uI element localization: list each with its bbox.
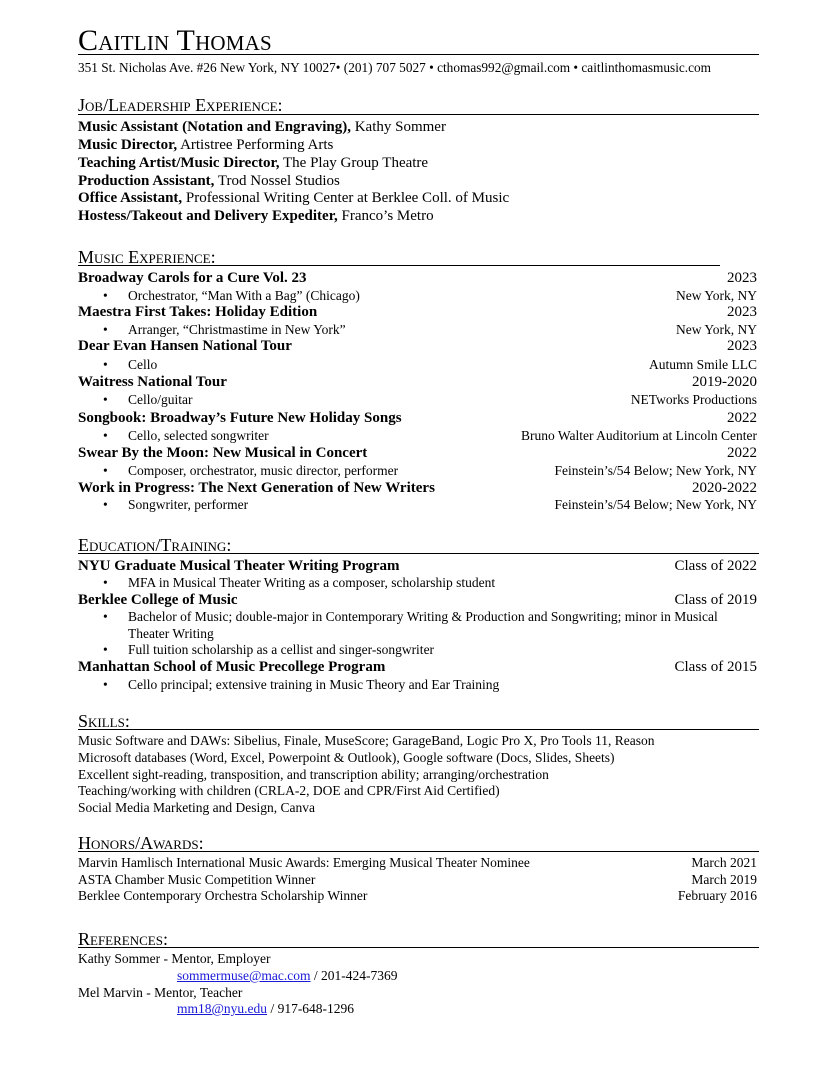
music-item — [78, 444, 759, 462]
reference-name: Kathy Sommer - Mentor, Employer — [78, 951, 271, 966]
school-row — [78, 658, 759, 676]
job-item — [78, 154, 759, 172]
school-detail: Cello principal; extensive training in Music Theory and Ear Training — [128, 677, 500, 692]
music-detail: Cello/guitar — [128, 392, 193, 407]
reference-phone: / 917-648-1296 — [267, 1001, 355, 1016]
honors-section-rule — [78, 851, 759, 852]
music-detail-row — [78, 427, 759, 444]
bullet: • — [103, 428, 108, 443]
school-detail: Bachelor of Music; double-major in Contemporary Writing & Production and Songwriting; minor in Musical Theater Writing — [128, 609, 718, 641]
music-place: NETworks Productions — [630, 392, 757, 407]
school-name: Berklee College of Music — [78, 592, 238, 608]
honor-award: Berklee Contemporary Orchestra Scholarship Winner — [78, 888, 368, 903]
bullet: • — [103, 609, 108, 624]
music-project: Broadway Carols for a Cure Vol. 23 — [78, 270, 307, 286]
education-section-title: Education/Training: — [78, 535, 232, 555]
skills-section-title: Skills: — [78, 711, 130, 731]
bullet: • — [103, 575, 108, 590]
job-item — [78, 207, 759, 225]
education-section-rule — [78, 553, 759, 554]
bullet: • — [103, 392, 108, 407]
honor-row — [78, 887, 759, 904]
school-bullet — [78, 608, 759, 642]
honor-date: March 2019 — [691, 872, 757, 887]
music-detail-row — [78, 287, 759, 304]
music-detail: Arranger, “Christmastime in New York” — [128, 322, 346, 337]
skill-line: Teaching/working with children (CRLA-2, DOE and CPR/First Aid Certified) — [78, 783, 500, 798]
music-project: Maestra First Takes: Holiday Edition — [78, 304, 318, 320]
job-org: Professional Writing Center at Berklee Coll. of Music — [182, 190, 510, 206]
job-section-title: Job/Leadership Experience: — [78, 95, 283, 115]
reference-contact — [177, 1000, 354, 1017]
job-org: Trod Nossel Studios — [214, 173, 340, 189]
bullet: • — [103, 677, 108, 692]
music-detail-row — [78, 462, 759, 479]
job-org: Franco’s Metro — [337, 208, 434, 224]
music-year: 2020-2022 — [692, 480, 757, 496]
reference-phone: / 201-424-7369 — [310, 968, 398, 983]
bullet: • — [103, 463, 108, 478]
job-role: Hostess/Takeout and Delivery Expediter, — [78, 208, 338, 224]
job-section-rule — [78, 114, 759, 115]
music-place: Bruno Walter Auditorium at Lincoln Center — [521, 428, 757, 443]
music-item — [78, 373, 759, 391]
job-item — [78, 172, 759, 190]
music-detail: Songwriter, performer — [128, 497, 249, 512]
job-item — [78, 189, 759, 207]
music-place: New York, NY — [675, 322, 757, 337]
music-project: Swear By the Moon: New Musical in Concert — [78, 445, 368, 461]
music-year: 2019-2020 — [692, 374, 757, 390]
school-detail: Full tuition scholarship as a cellist and singer-songwriter — [128, 642, 435, 657]
honor-row — [78, 854, 759, 871]
job-item — [78, 118, 759, 136]
bullet: • — [103, 288, 108, 303]
music-place: New York, NY — [675, 288, 757, 303]
contact-line: 351 St. Nicholas Ave. #26 New York, NY 10027• (201) 707 5027 • cthomas992@gmail.com • caitlinthomasmusic.com — [78, 60, 712, 75]
job-role: Office Assistant, — [78, 190, 183, 206]
music-detail: Cello, selected songwriter — [128, 428, 269, 443]
music-detail-row — [78, 391, 759, 408]
reference-contact — [177, 967, 398, 984]
music-year: 2023 — [727, 338, 757, 354]
music-project: Songbook: Broadway’s Future New Holiday Songs — [78, 410, 402, 426]
music-section-rule — [78, 265, 720, 266]
school-bullet — [78, 676, 759, 693]
honor-award: ASTA Chamber Music Competition Winner — [78, 872, 316, 887]
music-detail-row — [78, 496, 759, 513]
honor-award: Marvin Hamlisch International Music Awards: Emerging Musical Theater Nominee — [78, 855, 530, 870]
school-name: Manhattan School of Music Precollege Program — [78, 659, 386, 675]
music-place: Feinstein’s/54 Below; New York, NY — [554, 497, 757, 512]
skill-line: Excellent sight-reading, transposition, and transcription ability; arranging/orchestration — [78, 767, 549, 782]
honor-row — [78, 871, 759, 888]
skills-section-rule — [78, 729, 759, 730]
music-place: Autumn Smile LLC — [649, 357, 757, 372]
school-row — [78, 591, 759, 609]
references-section-rule — [78, 947, 759, 948]
music-detail: Composer, orchestrator, music director, performer — [128, 463, 399, 478]
job-org: Artistree Performing Arts — [177, 137, 334, 153]
job-role: Teaching Artist/Music Director, — [78, 155, 280, 171]
skill-line: Music Software and DAWs: Sibelius, Finale, MuseScore; GarageBand, Logic Pro X, Pro Tools 11, Reason — [78, 733, 655, 748]
school-detail: MFA in Musical Theater Writing as a composer, scholarship student — [128, 575, 496, 590]
skill-line: Social Media Marketing and Design, Canva — [78, 800, 315, 815]
music-section-title: Music Experience: — [78, 247, 216, 267]
reference-email-link[interactable]: sommermuse@mac.com — [177, 968, 311, 983]
honor-date: February 2016 — [677, 888, 757, 903]
honor-date: March 2021 — [691, 855, 757, 870]
music-year: 2023 — [727, 304, 757, 320]
music-project: Work in Progress: The Next Generation of New Writers — [78, 480, 435, 496]
job-item — [78, 136, 759, 154]
school-class: Class of 2015 — [674, 659, 757, 675]
job-org: The Play Group Theatre — [279, 155, 429, 171]
music-item — [78, 303, 759, 321]
music-detail: Orchestrator, “Man With a Bag” (Chicago) — [128, 288, 360, 303]
school-name: NYU Graduate Musical Theater Writing Program — [78, 558, 400, 574]
job-role: Music Assistant (Notation and Engraving), — [78, 119, 351, 135]
school-bullet — [78, 641, 759, 658]
music-item — [78, 269, 759, 287]
job-role: Production Assistant, — [78, 173, 215, 189]
candidate-name: Caitlin Thomas — [78, 24, 272, 57]
music-year: 2022 — [727, 410, 757, 426]
school-class: Class of 2022 — [674, 558, 757, 574]
music-year: 2023 — [727, 270, 757, 286]
references-section-title: References: — [78, 929, 168, 949]
music-project: Waitress National Tour — [78, 374, 227, 390]
bullet: • — [103, 642, 108, 657]
music-place: Feinstein’s/54 Below; New York, NY — [554, 463, 757, 478]
bullet: • — [103, 357, 108, 372]
music-detail: Cello — [128, 357, 158, 372]
honors-section-title: Honors/Awards: — [78, 833, 204, 853]
music-item — [78, 409, 759, 427]
music-item — [78, 337, 759, 355]
job-role: Music Director, — [78, 137, 178, 153]
reference-name: Mel Marvin - Mentor, Teacher — [78, 985, 243, 1000]
music-item — [78, 479, 759, 497]
music-detail-row — [78, 356, 759, 373]
job-org: Kathy Sommer — [350, 119, 446, 135]
music-detail-row — [78, 321, 759, 338]
school-class: Class of 2019 — [674, 592, 757, 608]
music-year: 2022 — [727, 445, 757, 461]
music-project: Dear Evan Hansen National Tour — [78, 338, 292, 354]
reference-email-link[interactable]: mm18@nyu.edu — [177, 1001, 268, 1016]
name-divider — [78, 54, 759, 55]
school-row — [78, 557, 759, 575]
bullet: • — [103, 497, 108, 512]
skill-line: Microsoft databases (Word, Excel, Powerpoint & Outlook), Google software (Docs, Slides, Sheets) — [78, 750, 615, 765]
bullet: • — [103, 322, 108, 337]
school-bullet — [78, 574, 759, 591]
